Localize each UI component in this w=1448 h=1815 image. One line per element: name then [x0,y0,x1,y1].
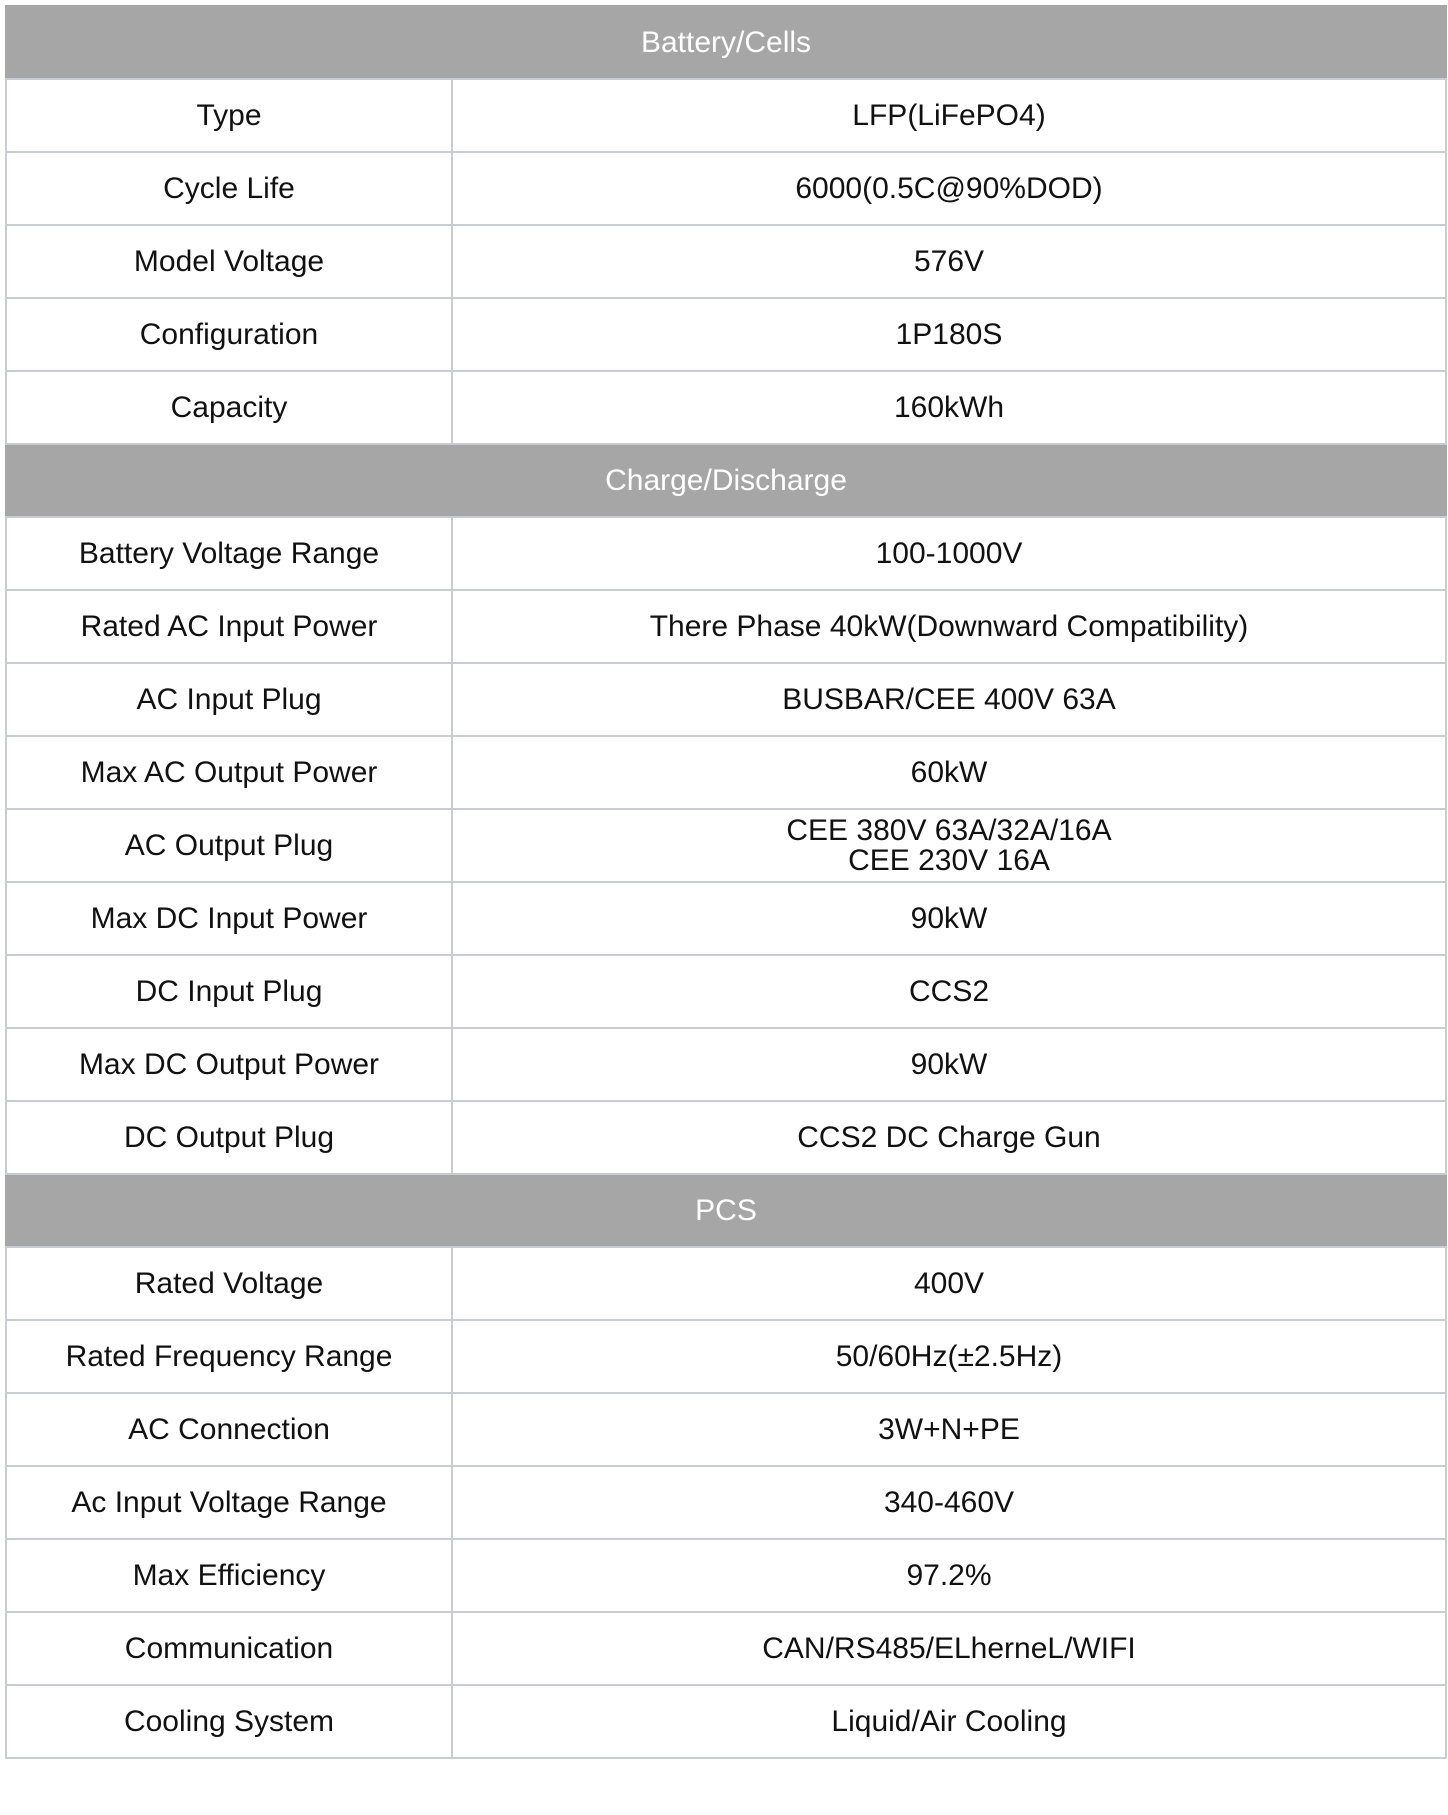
spec-label: Capacity [6,371,452,444]
spec-table [5,5,1447,1759]
table-row [6,79,1446,152]
spec-label: AC Connection [6,1393,452,1466]
table-row [6,1539,1446,1612]
table-row [6,1393,1446,1466]
table-row [6,298,1446,371]
table-row [6,225,1446,298]
table-row [6,371,1446,444]
spec-label: DC Input Plug [6,955,452,1028]
table-row [6,809,1446,882]
spec-value: 90kW [452,1028,1446,1101]
spec-label: Battery Voltage Range [6,517,452,590]
spec-value: 90kW [452,882,1446,955]
table-row [6,955,1446,1028]
spec-value: CAN/RS485/ELherneL/WIFI [452,1612,1446,1685]
spec-label: Max DC Input Power [6,882,452,955]
spec-value: 6000(0.5C@90%DOD) [452,152,1446,225]
table-row [6,1320,1446,1393]
spec-value: LFP(LiFePO4) [452,79,1446,152]
spec-value: Liquid/Air Cooling [452,1685,1446,1758]
spec-value-line: CEE 380V 63A/32A/16A [786,813,1112,847]
table-row [6,1028,1446,1101]
spec-value: There Phase 40kW(Downward Compatibility) [452,590,1446,663]
spec-label: Rated AC Input Power [6,590,452,663]
section-title: Battery/Cells [6,6,1446,79]
spec-label: Rated Voltage [6,1247,452,1320]
spec-value [452,809,1446,882]
section-title: PCS [6,1174,1446,1247]
spec-value: 576V [452,225,1446,298]
spec-value: 1P180S [452,298,1446,371]
spec-label: AC Output Plug [6,809,452,882]
table-row [6,663,1446,736]
table-row [6,736,1446,809]
spec-label: Communication [6,1612,452,1685]
table-row [6,1101,1446,1174]
table-row [6,152,1446,225]
spec-label: Max Efficiency [6,1539,452,1612]
spec-label: Ac Input Voltage Range [6,1466,452,1539]
spec-value: CCS2 DC Charge Gun [452,1101,1446,1174]
spec-label: AC Input Plug [6,663,452,736]
spec-value: 100-1000V [452,517,1446,590]
spec-value: 97.2% [452,1539,1446,1612]
table-row [6,1247,1446,1320]
table-row [6,590,1446,663]
table-row [6,1685,1446,1758]
spec-label: Configuration [6,298,452,371]
spec-value: BUSBAR/CEE 400V 63A [452,663,1446,736]
table-row [6,1466,1446,1539]
spec-value: 340-460V [452,1466,1446,1539]
section-header-pcs [6,1174,1446,1247]
spec-label: Cooling System [6,1685,452,1758]
spec-value: 60kW [452,736,1446,809]
table-row [6,517,1446,590]
table-row [6,1612,1446,1685]
section-header-battery-cells [6,6,1446,79]
spec-label: Max DC Output Power [6,1028,452,1101]
spec-value: 50/60Hz(±2.5Hz) [452,1320,1446,1393]
spec-value: 160kWh [452,371,1446,444]
spec-label: Rated Frequency Range [6,1320,452,1393]
spec-label: Cycle Life [6,152,452,225]
spec-value: 3W+N+PE [452,1393,1446,1466]
spec-value: 400V [452,1247,1446,1320]
section-header-charge-discharge [6,444,1446,517]
spec-label: Max AC Output Power [6,736,452,809]
spec-value-line: CEE 230V 16A [848,843,1050,877]
section-title: Charge/Discharge [6,444,1446,517]
table-row [6,882,1446,955]
spec-label: Model Voltage [6,225,452,298]
spec-label: DC Output Plug [6,1101,452,1174]
spec-label: Type [6,79,452,152]
spec-value: CCS2 [452,955,1446,1028]
